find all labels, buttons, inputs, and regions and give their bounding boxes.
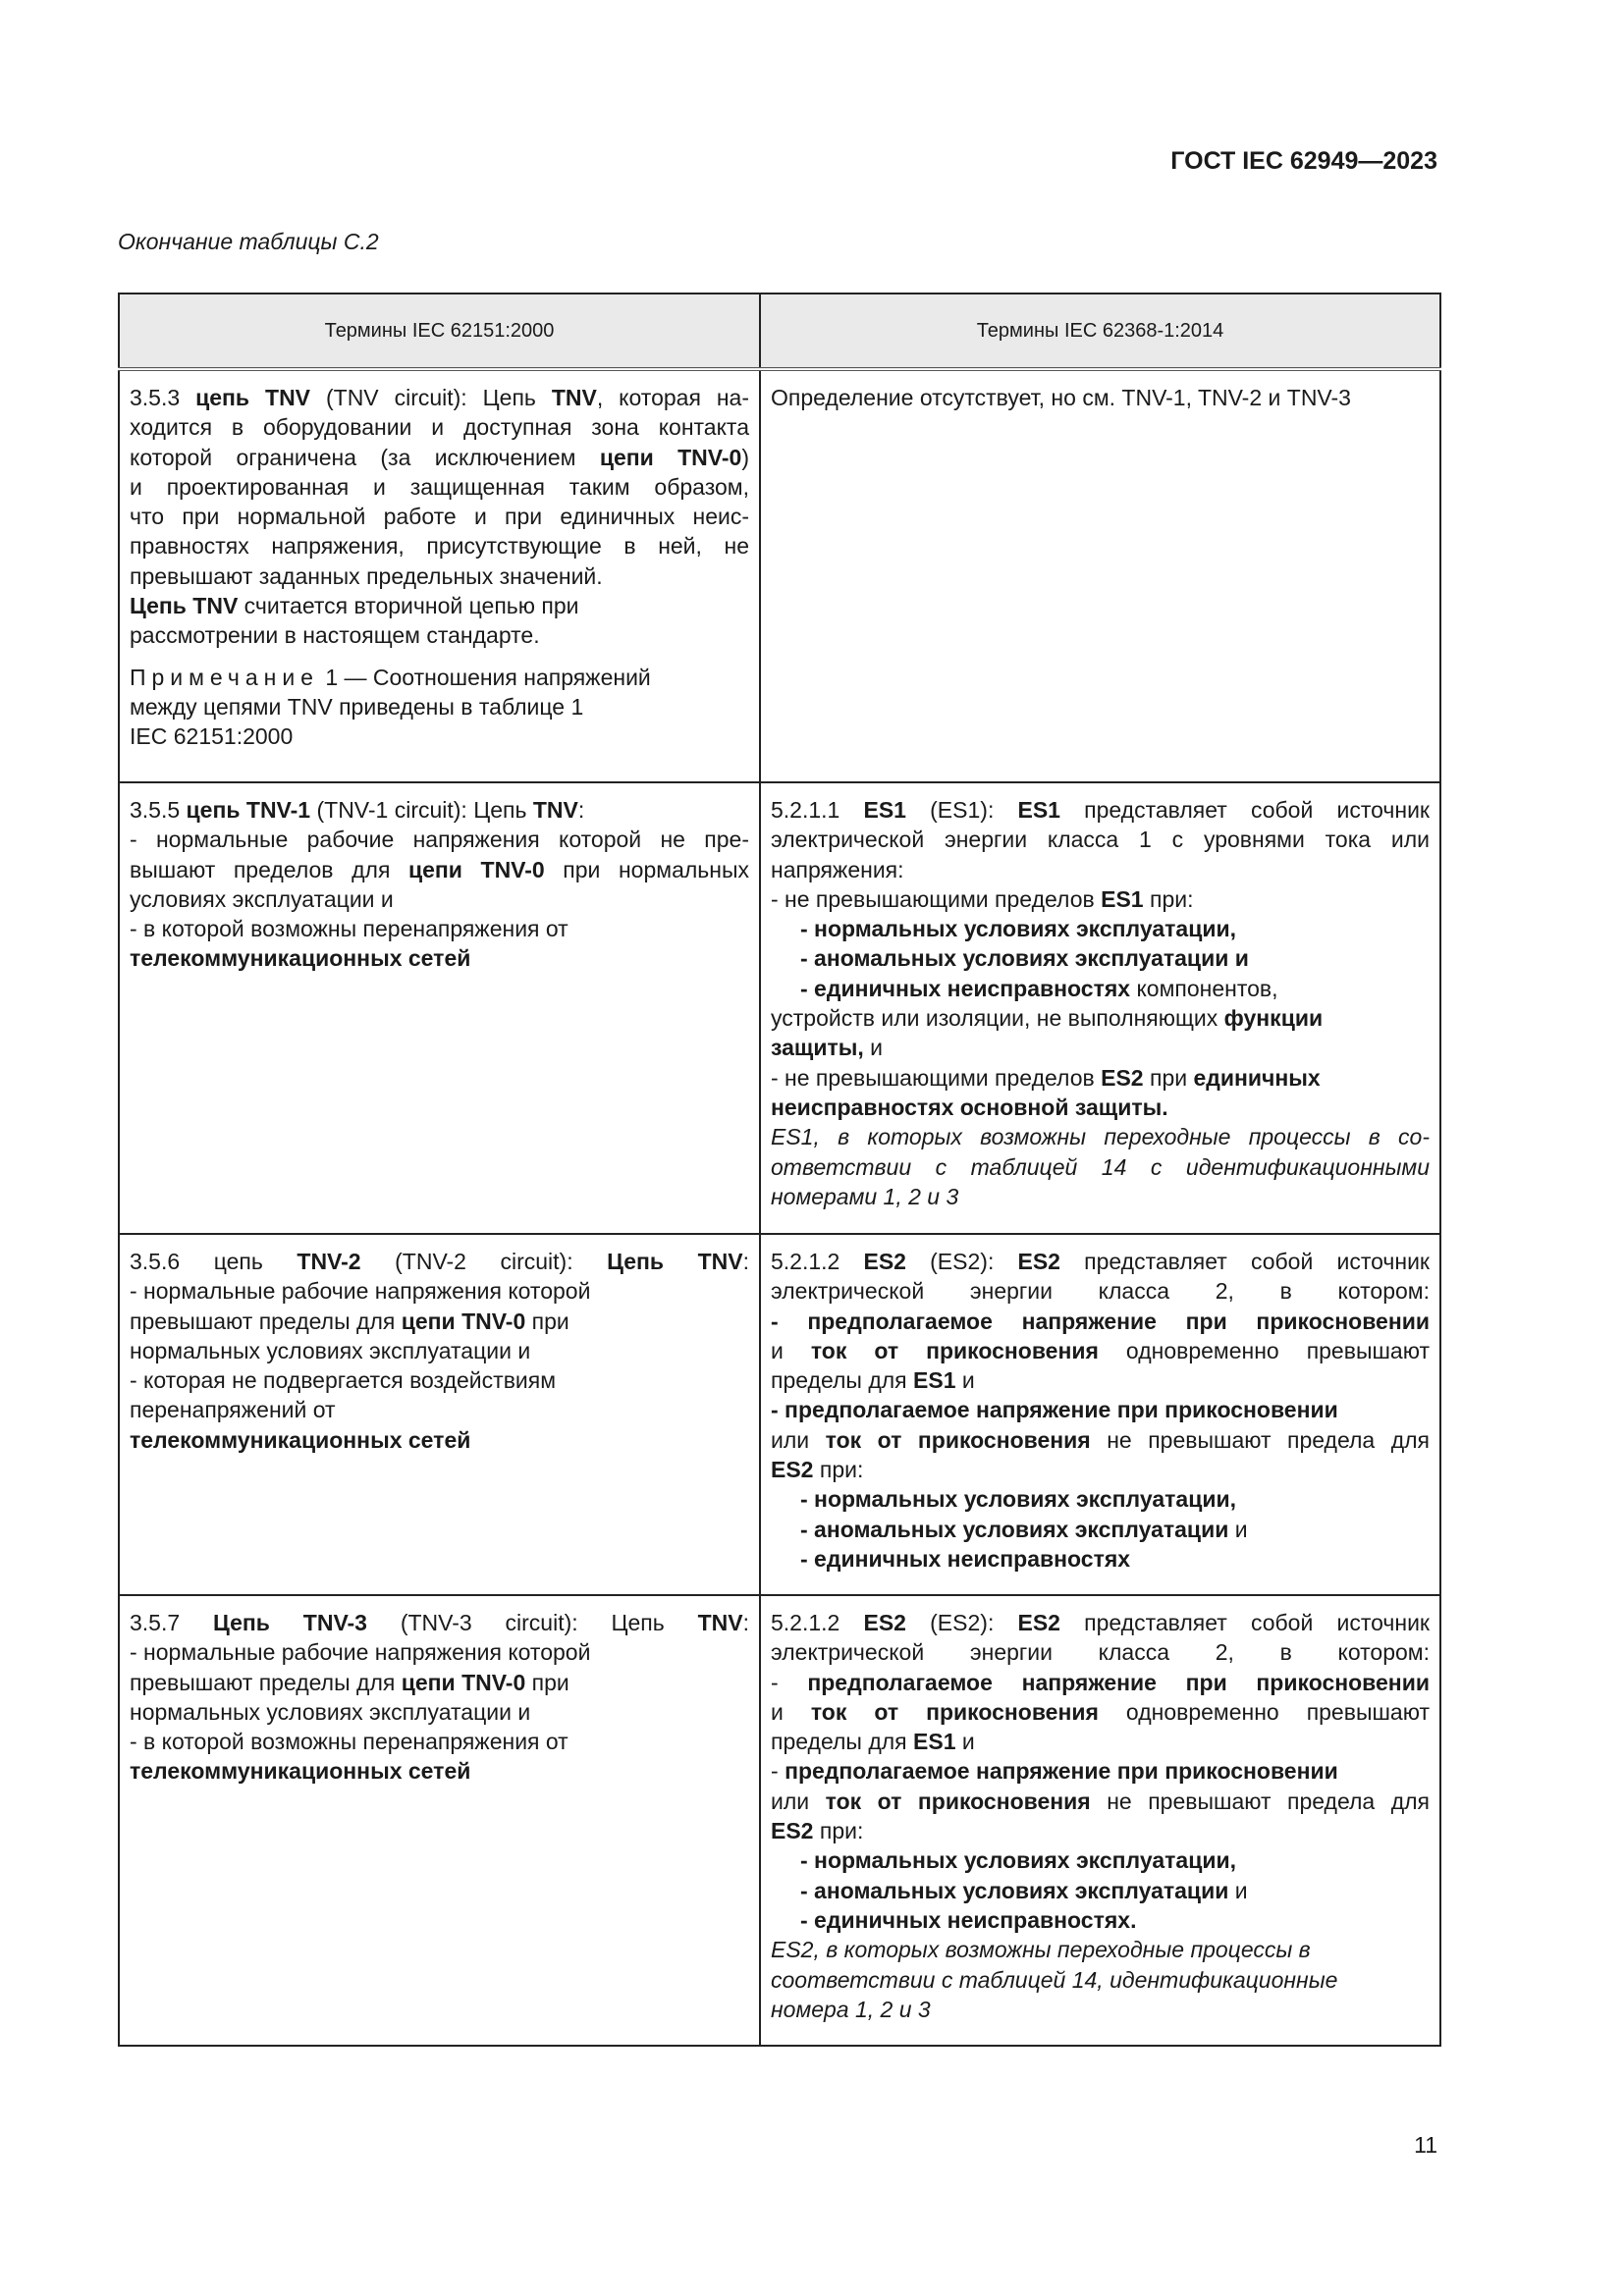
text-run: ES2 [771, 1818, 814, 1844]
text-run: ES2 [1017, 1249, 1060, 1274]
cell-text-line [771, 383, 1430, 412]
text-run: 3.5.3 [130, 385, 196, 410]
text-run: электрической энергии класса 2, в котором: [771, 1639, 1430, 1666]
cell-text-line [130, 1668, 749, 1697]
text-run: 1 — Соотношения напряжений [318, 664, 651, 690]
cell-text-line [130, 502, 749, 531]
text-run: представляет собой источник [1059, 797, 1430, 823]
term-cell-iec-62151 [119, 1234, 760, 1595]
text-run: ES2, в которых возможны переходные процессы в [771, 1937, 1311, 1963]
text-run: цепи TNV-0 [599, 444, 742, 470]
cell-text-line [130, 914, 749, 943]
text-run: IEC 62151:2000 [130, 723, 294, 750]
text-run: превышают заданных предельных значений. [130, 562, 603, 589]
cell-text-line [130, 1276, 749, 1306]
cell-text-line [130, 795, 749, 825]
text-run: при [525, 1669, 569, 1695]
cell-text-line [771, 1395, 1430, 1424]
text-run: представляет собой источник [1059, 1610, 1430, 1635]
column-header-iec-62151: Термины IEC 62151:2000 [119, 294, 760, 369]
text-run: - нормальные рабочие напряжения которой не пре- [130, 827, 749, 853]
cell-text-line [771, 1608, 1430, 1637]
text-run: цепь TNV-1 [186, 797, 311, 823]
cell-text-line [130, 1365, 749, 1395]
cell-text-line [771, 914, 1430, 943]
cell-text-line [130, 531, 749, 561]
cell-text-line [130, 1247, 749, 1276]
text-run: компонентов, [1130, 975, 1278, 1001]
cell-text-line [771, 1845, 1430, 1875]
text-run: (TNV-2 circuit): [360, 1249, 608, 1274]
text-run: которой ограничена (за исключением [130, 444, 600, 470]
text-run: ток от прикосновения [810, 1698, 1099, 1725]
cell-text-line [130, 561, 749, 591]
text-run: цепи TNV-0 [401, 1669, 526, 1695]
text-run: - единичных неисправностях [800, 975, 1131, 1001]
text-run: Цепь TNV-3 [213, 1610, 367, 1635]
term-cell-iec-62151 [119, 782, 760, 1234]
text-run: электрической энергии класса 2, в котором: [771, 1278, 1430, 1305]
cell-text-line [771, 1336, 1430, 1365]
cell-text-line [130, 443, 749, 472]
text-run: при [1143, 1064, 1194, 1091]
text-run: представляет собой источник [1059, 1249, 1430, 1274]
text-run: - нормальных условиях эксплуатации, [800, 1486, 1236, 1513]
cell-text-line [771, 1876, 1430, 1905]
text-run: и [771, 1337, 811, 1363]
cell-text-line [130, 1637, 749, 1667]
text-run: предполагаемое напряжение при прикосновении [785, 1758, 1338, 1785]
text-run: , которая на- [596, 385, 749, 410]
text-run: - нормальные рабочие напряжения которой [130, 1278, 591, 1305]
text-run: - единичных неисправностях. [800, 1906, 1137, 1933]
text-run: и проектированная и защищенная таким образом, [130, 473, 749, 500]
text-run: пределы для [771, 1367, 914, 1394]
cell-text-line [771, 884, 1430, 914]
text-run: при: [813, 1818, 864, 1844]
text-run: Цепь TNV [607, 1249, 743, 1274]
cell-text-line [771, 1484, 1430, 1514]
text-run: и [955, 1729, 975, 1755]
term-cell-iec-62368 [760, 1595, 1440, 2046]
text-run: при [525, 1308, 569, 1334]
text-run: цепи TNV-0 [407, 856, 545, 882]
text-run: Определение отсутствует, но см. TNV-1, TNV-2 и TNV-3 [771, 385, 1351, 410]
text-run: между цепями TNV приведены в таблице 1 [130, 693, 584, 720]
text-run: защиты, [771, 1035, 864, 1061]
cell-text-line [771, 1152, 1430, 1182]
text-run: TNV [697, 1610, 743, 1635]
cell-text-line [771, 1515, 1430, 1544]
text-run: - аномальных условиях эксплуатации и [800, 945, 1249, 972]
text-run: цепь TNV [195, 385, 311, 410]
text-run: ES1 [1017, 797, 1060, 823]
cell-text-line [130, 412, 749, 442]
term-cell-iec-62151 [119, 1595, 760, 2046]
text-run: ES2 [863, 1249, 906, 1274]
text-run: ES2 [1101, 1064, 1144, 1091]
cell-text-line [771, 1425, 1430, 1455]
text-run: при нормальных [544, 856, 749, 882]
cell-text-line [130, 1425, 749, 1455]
text-run: - нормальных условиях эксплуатации, [800, 916, 1236, 942]
text-run: ток от прикосновения [810, 1337, 1099, 1363]
cell-text-line [771, 1063, 1430, 1093]
cell-text-line [130, 1307, 749, 1336]
cell-text-line [771, 1365, 1430, 1395]
text-run: или [771, 1788, 826, 1814]
table-row [119, 1595, 1440, 2046]
column-header-iec-62368: Термины IEC 62368-1:2014 [760, 294, 1440, 369]
text-run: - не превышающими пределов [771, 885, 1102, 912]
text-run: электрической энергии класса 1 с уровнями тока или [771, 827, 1430, 853]
cell-text-line [130, 855, 749, 884]
cell-text-line [130, 1756, 749, 1786]
note [130, 663, 749, 752]
cell-text-line [130, 825, 749, 854]
text-run: нормальных условиях эксплуатации и [130, 1337, 531, 1363]
text-run: ES2 [863, 1610, 906, 1635]
text-run: функции [1223, 1005, 1324, 1032]
cell-text-line [771, 1816, 1430, 1845]
cell-text-line [771, 1033, 1430, 1062]
cell-text-line [130, 1608, 749, 1637]
text-run: - [771, 1669, 808, 1695]
text-run: ток от прикосновения [825, 1788, 1091, 1814]
text-run: - нормальных условиях эксплуатации, [800, 1847, 1236, 1874]
cell-text-line [771, 1093, 1430, 1122]
cell-text-line [771, 1905, 1430, 1935]
table-header-row [119, 294, 1440, 369]
text-run: ES1 [863, 797, 906, 823]
text-run: телекоммуникационных сетей [130, 945, 471, 972]
text-run: и [1228, 1877, 1248, 1903]
text-run: не превышают предела для [1090, 1426, 1431, 1453]
text-run: 3.5.6 цепь [130, 1249, 298, 1274]
cell-text-line [771, 1455, 1430, 1484]
text-run: : [577, 797, 585, 823]
text-run: ES2 [1017, 1610, 1060, 1635]
text-run: 3.5.7 [130, 1610, 214, 1635]
text-run: и [771, 1698, 811, 1725]
text-run: (ES1): [905, 797, 1018, 823]
text-run: телекоммуникационных сетей [130, 1426, 471, 1453]
text-run: превышают пределы для [130, 1308, 402, 1334]
text-run: ES1 [913, 1729, 956, 1755]
text-run: ходится в оборудовании и доступная зона контакта [130, 414, 749, 441]
text-run: считается вторичной цепью при [238, 593, 579, 619]
cell-text-line [771, 1307, 1430, 1336]
text-run: - единичных неисправностях [800, 1545, 1131, 1572]
note-line [130, 663, 749, 692]
cell-text-line [771, 1003, 1430, 1033]
text-run: и [1228, 1516, 1248, 1542]
text-run: неисправностях основной защиты. [771, 1094, 1168, 1120]
cell-text-line [771, 1668, 1430, 1697]
text-run: : [742, 1249, 749, 1274]
cell-text-line [130, 591, 749, 620]
term-cell-iec-62368 [760, 782, 1440, 1234]
text-run: вышают пределов для [130, 856, 408, 882]
text-run: ES1 [913, 1367, 956, 1394]
text-run: 3.5.5 [130, 797, 187, 823]
text-run: (ES2): [905, 1249, 1018, 1274]
term-cell-iec-62368 [760, 369, 1440, 782]
cell-text-line [771, 1935, 1430, 1964]
text-run: номерами 1, 2 и 3 [771, 1183, 959, 1209]
text-run: рассмотрении в настоящем стандарте. [130, 622, 540, 649]
terms-table [118, 293, 1441, 2047]
text-run: (TNV circuit): Цепь [310, 385, 552, 410]
cell-text-line [771, 1182, 1430, 1211]
text-run: цепи TNV-0 [401, 1308, 526, 1334]
cell-text-line [771, 1965, 1430, 1995]
cell-text-line [130, 383, 749, 412]
text-run: - аномальных условиях эксплуатации [800, 1516, 1229, 1542]
text-run: : [742, 1610, 749, 1635]
text-run: ) [741, 444, 749, 470]
text-run: - которая не подвергается воздействиям [130, 1367, 557, 1394]
cell-text-line [130, 1336, 749, 1365]
cell-text-line [130, 472, 749, 502]
cell-text-line [771, 1995, 1430, 2024]
text-run: ES2 [771, 1457, 814, 1483]
text-run: - в которой возможны перенапряжения от [130, 916, 568, 942]
text-run: - предполагаемое напряжение при прикосновении [771, 1397, 1338, 1423]
text-run: одновременно превышают [1098, 1698, 1430, 1725]
cell-text-line [771, 1756, 1430, 1786]
text-run: соответствии с таблицей 14, идентификационные [771, 1966, 1338, 1993]
table-row [119, 1234, 1440, 1595]
text-run: единичных [1193, 1064, 1321, 1091]
text-run: TNV-2 [297, 1249, 361, 1274]
text-run: правностях напряжения, присутствующие в ней, не [130, 533, 749, 560]
text-run: превышают пределы для [130, 1669, 402, 1695]
term-cell-iec-62368 [760, 1234, 1440, 1595]
cell-text-line [771, 1247, 1430, 1276]
text-run: TNV [551, 385, 597, 410]
text-run: TNV [532, 797, 578, 823]
text-run: ES1, в которых возможны переходные процессы в со- [771, 1124, 1430, 1150]
cell-text-line [771, 855, 1430, 884]
text-run: - аномальных условиях эксплуатации [800, 1877, 1229, 1903]
cell-text-line [130, 1727, 749, 1756]
table-row [119, 782, 1440, 1234]
text-run: что при нормальной работе и при единичных неис- [130, 504, 749, 530]
text-run: - предполагаемое напряжение при прикосновении [771, 1308, 1430, 1334]
text-run: не превышают предела для [1090, 1788, 1431, 1814]
page-number: 11 [1414, 2132, 1437, 2158]
text-run: при: [813, 1457, 864, 1483]
text-run: нормальных условиях эксплуатации и [130, 1698, 531, 1725]
text-run: 5.2.1.2 [771, 1249, 864, 1274]
text-run: ES1 [1101, 885, 1144, 912]
text-run: (ES2): [905, 1610, 1018, 1635]
text-run: условиях эксплуатации и [130, 885, 394, 912]
text-run: (TNV-1 circuit): Цепь [310, 797, 533, 823]
text-run: 5.2.1.2 [771, 1610, 864, 1635]
term-cell-iec-62151 [119, 369, 760, 782]
cell-text-line [130, 943, 749, 973]
text-run: и [863, 1035, 884, 1061]
text-run: или [771, 1426, 826, 1453]
cell-text-line [771, 825, 1430, 854]
text-run: напряжения: [771, 856, 904, 882]
cell-text-line [771, 1122, 1430, 1151]
text-run: пределы для [771, 1729, 914, 1755]
text-run: и [955, 1367, 975, 1394]
note-line [130, 692, 749, 721]
cell-text-line [771, 974, 1430, 1003]
table-row [119, 369, 1440, 782]
cell-text-line [771, 795, 1430, 825]
text-run: номера 1, 2 и 3 [771, 1996, 931, 2022]
standard-id: ГОСТ IEC 62949—2023 [1170, 147, 1437, 175]
text-run: ток от прикосновения [825, 1426, 1091, 1453]
cell-text-line [130, 884, 749, 914]
text-run: - не превышающими пределов [771, 1064, 1102, 1091]
text-run: одновременно превышают [1098, 1337, 1430, 1363]
text-run: - [771, 1758, 785, 1785]
table-caption: Окончание таблицы С.2 [118, 229, 379, 254]
text-run: 5.2.1.1 [771, 797, 864, 823]
cell-text-line [771, 1787, 1430, 1816]
cell-text-line [771, 943, 1430, 973]
text-run: предполагаемое напряжение при прикосновении [807, 1669, 1430, 1695]
cell-text-line [771, 1727, 1430, 1756]
cell-text-line [771, 1697, 1430, 1727]
text-run: Цепь TNV [130, 593, 239, 619]
text-run: ответствии с таблицей 14 с идентификационными [771, 1153, 1430, 1180]
cell-text-line [771, 1544, 1430, 1574]
note-label: Примечание [130, 664, 319, 690]
cell-text-line [130, 1395, 749, 1424]
text-run: телекоммуникационных сетей [130, 1758, 471, 1785]
cell-text-line [130, 620, 749, 650]
text-run: устройств или изоляции, не выполняющих [771, 1005, 1224, 1032]
text-run: - нормальные рабочие напряжения которой [130, 1639, 591, 1666]
cell-text-line [771, 1637, 1430, 1667]
cell-text-line [771, 1276, 1430, 1306]
note-line [130, 721, 749, 751]
text-run: при: [1143, 885, 1194, 912]
text-run: перенапряжений от [130, 1397, 336, 1423]
text-run: - в которой возможны перенапряжения от [130, 1729, 568, 1755]
text-run: (TNV-3 circuit): Цепь [366, 1610, 698, 1635]
cell-text-line [130, 1697, 749, 1727]
